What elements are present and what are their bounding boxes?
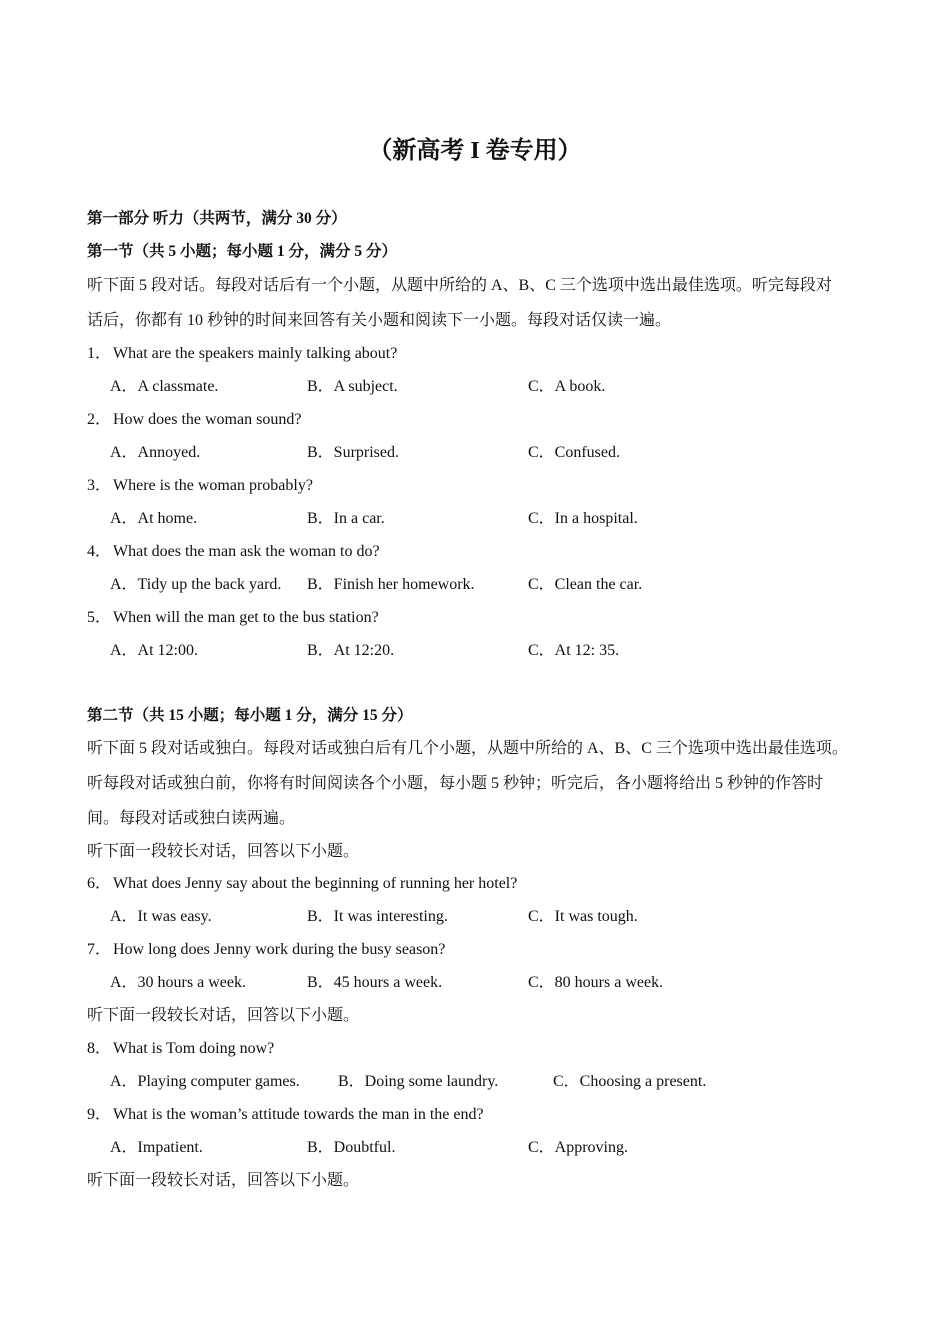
option-c: C．Confused. (528, 444, 621, 461)
question-stem: 5． When will the man get to the bus station? (87, 609, 379, 626)
part1-heading: 第一部分 听力（共两节，满分 30 分） (87, 210, 347, 227)
option-a: A．Annoyed. (110, 444, 201, 461)
option-b: B．In a car. (307, 510, 385, 527)
option-c: C．At 12: 35. (528, 642, 620, 659)
section1-instructions-line2: 话后，你都有 10 秒钟的时间来回答有关小题和阅读下一小题。每段对话仅读一遍。 (87, 312, 672, 329)
option-c: C．Choosing a present. (553, 1073, 707, 1090)
section1-heading: 第一节（共 5 小题；每小题 1 分，满分 5 分） (87, 243, 398, 260)
option-b: B．Doubtful. (307, 1139, 396, 1156)
question-stem: 3． Where is the woman probably? (87, 477, 313, 494)
section2-instructions-line3: 间。每段对话或独白读两遍。 (87, 810, 296, 827)
option-c: C．80 hours a week. (528, 974, 664, 991)
option-a: A．At home. (110, 510, 198, 527)
section2-instructions-line1: 听下面 5 段对话或独白。每段对话或独白后有几个小题，从题中所给的 A、B、C 三个选项中选出最佳选项。 (87, 740, 848, 757)
option-a: A．Tidy up the back yard. (110, 576, 282, 593)
option-a: A．30 hours a week. (110, 974, 246, 991)
option-b: B．Finish her homework. (307, 576, 475, 593)
question-stem: 9． What is the woman’s attitude towards the man in the end? (87, 1106, 484, 1123)
option-b: B．At 12:20. (307, 642, 395, 659)
option-b: B．Doing some laundry. (338, 1073, 499, 1090)
option-b: B．Surprised. (307, 444, 400, 461)
question-stem: 7． How long does Jenny work during the busy season? (87, 941, 446, 958)
question-stem: 6． What does Jenny say about the beginning of running her hotel? (87, 875, 518, 892)
option-a: A．A classmate. (110, 378, 219, 395)
option-c: C．Approving. (528, 1139, 629, 1156)
option-c: C．In a hospital. (528, 510, 638, 527)
option-a: A．It was easy. (110, 908, 212, 925)
section1-instructions-line1: 听下面 5 段对话。每段对话后有一个小题，从题中所给的 A、B、C 三个选项中选出最佳选项。听完每段对 (87, 277, 832, 294)
question-stem: 1． What are the speakers mainly talking about? (87, 345, 398, 362)
question-stem: 8． What is Tom doing now? (87, 1040, 275, 1057)
option-b: B．It was interesting. (307, 908, 448, 925)
listen-prompt: 听下面一段较长对话，回答以下小题。 (87, 843, 360, 860)
option-b: B．45 hours a week. (307, 974, 443, 991)
section2-instructions-line2: 听每段对话或独白前，你将有时间阅读各个小题，每小题 5 秒钟；听完后，各小题将给出 5 秒钟的作答时 (87, 775, 824, 792)
option-a: A．Impatient. (110, 1139, 203, 1156)
option-b: B．A subject. (307, 378, 398, 395)
question-stem: 2． How does the woman sound? (87, 411, 302, 428)
question-stem: 4． What does the man ask the woman to do? (87, 543, 380, 560)
option-c: C．It was tough. (528, 908, 638, 925)
page-title: （新高考 I 卷专用） (368, 138, 582, 164)
option-a: A．At 12:00. (110, 642, 199, 659)
option-c: C．A book. (528, 378, 606, 395)
option-c: C．Clean the car. (528, 576, 643, 593)
option-a: A．Playing computer games. (110, 1073, 300, 1090)
listen-prompt: 听下面一段较长对话，回答以下小题。 (87, 1007, 360, 1024)
listen-prompt: 听下面一段较长对话，回答以下小题。 (87, 1172, 360, 1189)
section2-heading: 第二节（共 15 小题；每小题 1 分，满分 15 分） (87, 707, 413, 724)
